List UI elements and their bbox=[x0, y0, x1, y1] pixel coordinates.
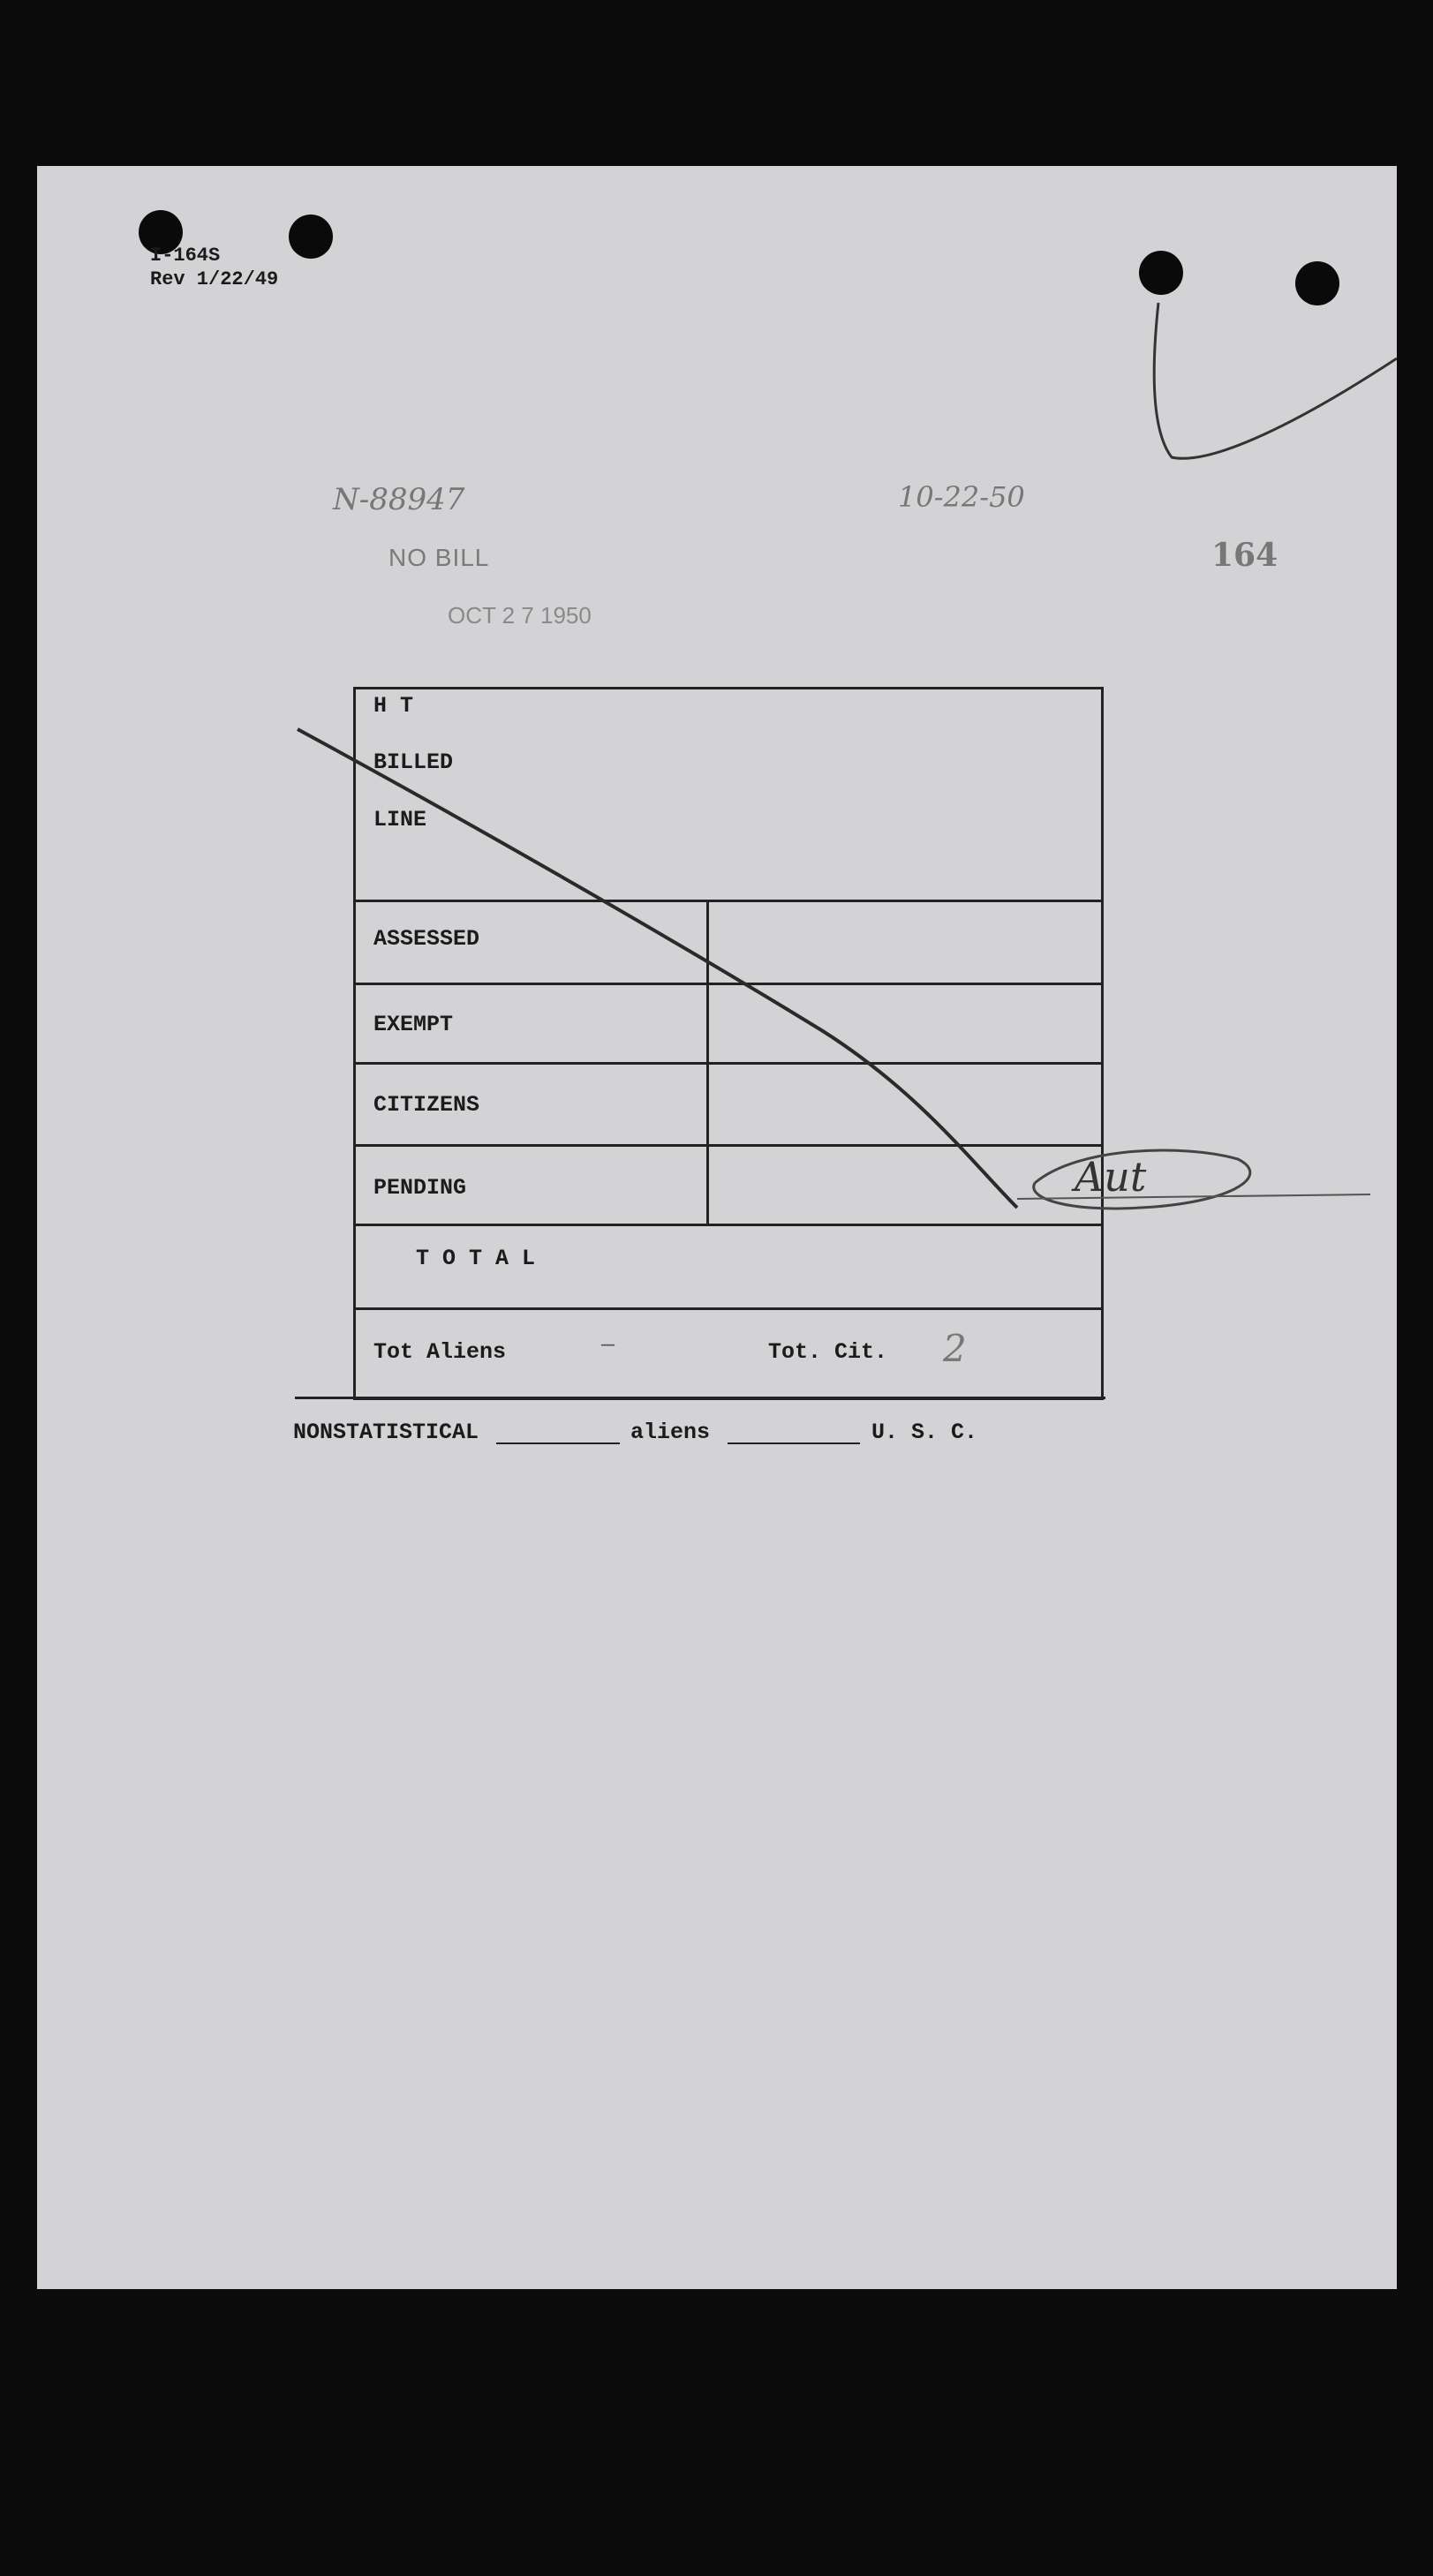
tot-cit-value: 2 bbox=[943, 1327, 967, 1370]
form-code bbox=[150, 244, 278, 291]
nonstatistical-blank bbox=[496, 1442, 620, 1444]
handwritten-date: 10-22-50 bbox=[898, 480, 1025, 514]
divider bbox=[356, 1144, 1104, 1147]
form-bottom-rule bbox=[295, 1397, 1105, 1399]
page-number: 164 bbox=[1211, 537, 1278, 574]
tot-cit-label: Tot. Cit. bbox=[768, 1339, 888, 1365]
tally-form bbox=[353, 687, 1104, 1400]
assessed-label: ASSESSED bbox=[373, 926, 480, 952]
corner-check-mark bbox=[1154, 303, 1397, 458]
citizens-label: CITIZENS bbox=[373, 1092, 480, 1118]
punch-hole bbox=[289, 215, 333, 259]
no-bill-stamp: NO BILL bbox=[388, 544, 490, 571]
total-label: T O T A L bbox=[416, 1246, 536, 1271]
document-sheet bbox=[37, 166, 1397, 2289]
nonstatistical-label: NONSTATISTICAL bbox=[293, 1420, 479, 1445]
punch-hole bbox=[1295, 261, 1339, 305]
aliens-label: aliens bbox=[630, 1420, 711, 1445]
form-code-revision: Rev 1/22/49 bbox=[150, 268, 279, 290]
divider bbox=[356, 1307, 1104, 1310]
pending-label: PENDING bbox=[373, 1175, 467, 1201]
aliens-blank bbox=[728, 1442, 860, 1444]
punch-hole bbox=[1139, 251, 1183, 295]
divider bbox=[356, 1062, 1104, 1065]
ht-label: H T bbox=[373, 693, 414, 719]
billed-label: BILLED bbox=[373, 749, 454, 775]
usc-label: U. S. C. bbox=[871, 1420, 978, 1445]
line-label: LINE bbox=[373, 807, 427, 832]
tot-aliens-label: Tot Aliens bbox=[373, 1339, 507, 1365]
tot-aliens-value: — bbox=[601, 1332, 615, 1358]
file-number: N-88947 bbox=[333, 482, 465, 517]
form-code-number: I-164S bbox=[150, 245, 221, 267]
exempt-label: EXEMPT bbox=[373, 1012, 454, 1037]
column-divider bbox=[706, 900, 709, 1226]
divider bbox=[356, 983, 1104, 985]
divider bbox=[356, 1224, 1104, 1226]
handwritten-initials: Aut bbox=[1075, 1153, 1147, 1201]
divider bbox=[356, 900, 1104, 902]
billed-date-stamp: OCT 2 7 1950 bbox=[448, 602, 592, 629]
